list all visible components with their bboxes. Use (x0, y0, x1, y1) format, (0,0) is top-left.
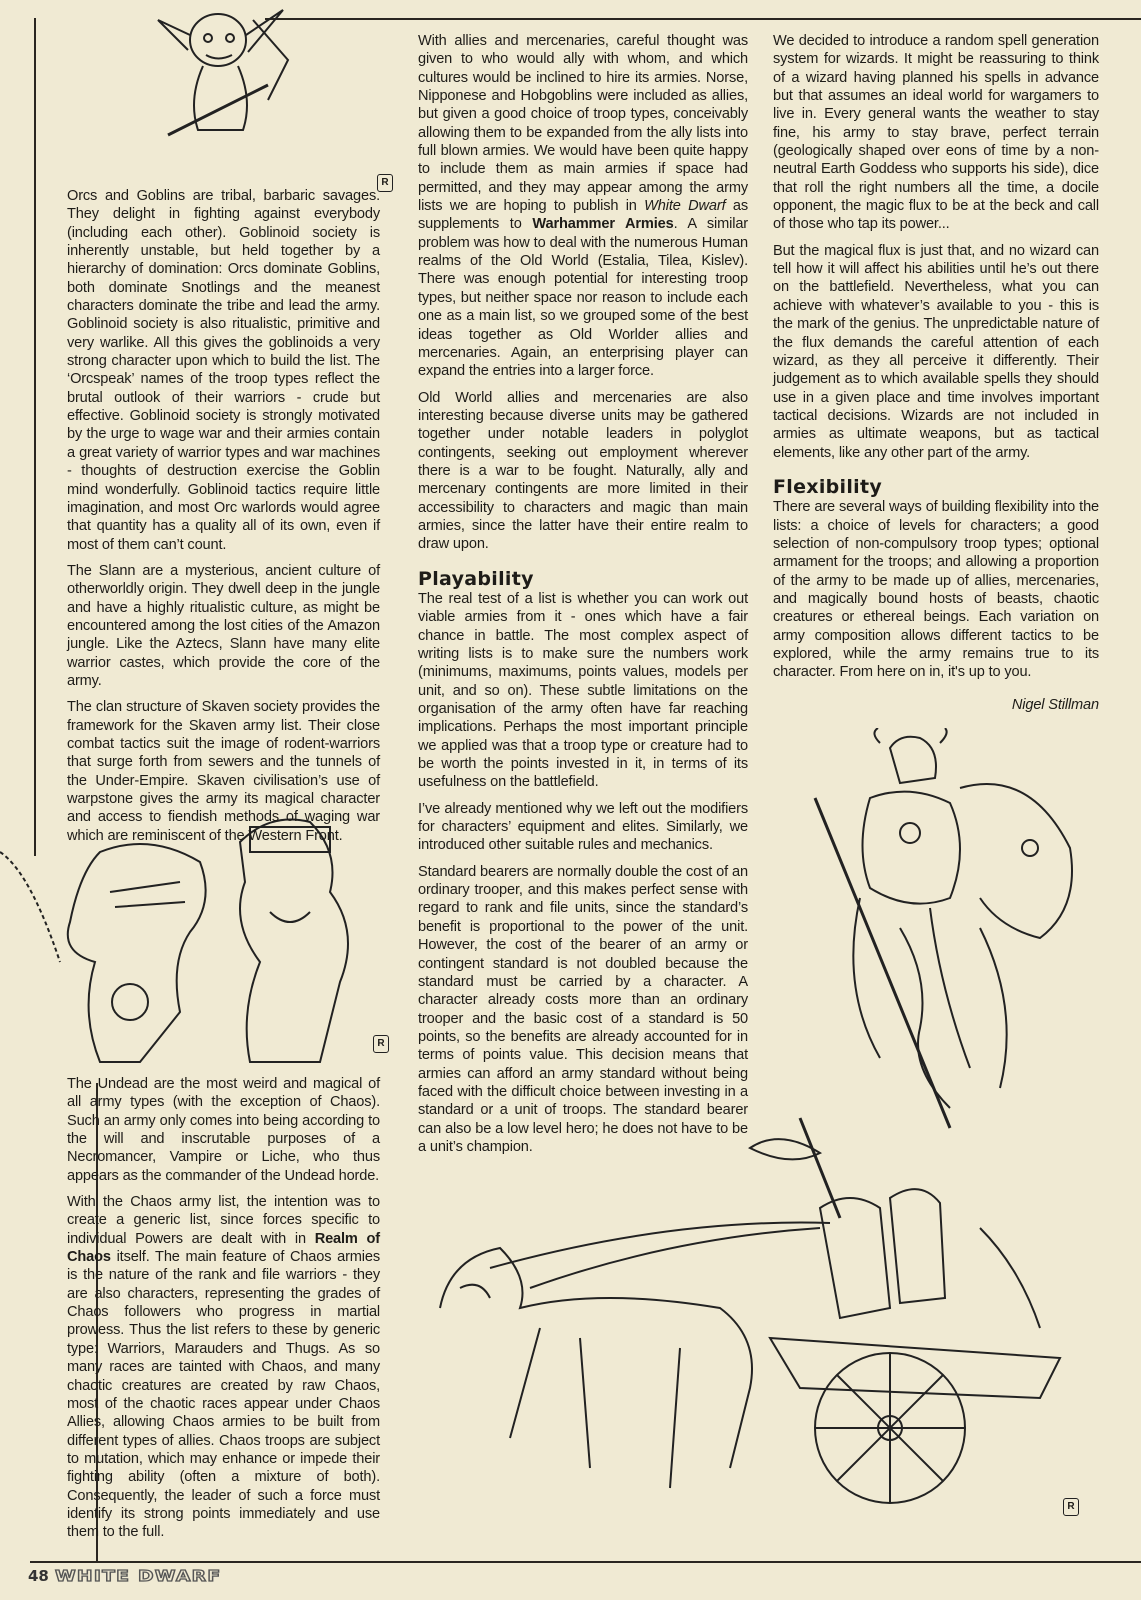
title-white-dwarf: White Dwarf (644, 198, 726, 215)
paragraph-modifiers: I’ve already mentioned why we left out the modifiers for characters’ equipment and elites. Similarly, we introduced other suitable rules and mechanics. (418, 800, 748, 854)
page-number: 48 (28, 1567, 49, 1585)
article-column-1-upper (67, 187, 380, 853)
chariot-illustration (420, 1108, 1100, 1528)
heading-playability: Playability (418, 567, 534, 590)
paragraph-standard-bearers: Standard bearers are normally double the cost of an ordinary trooper, and this makes perfect sense with regard to rank and file units, since the standard’s benefit is proportional to the power of the unit. However, the cost of the bearer of an army or contingent standard is not doubled because the standard must be carried by a character. A character already costs more than an ordinary trooper and the basic cost of a standard is 50 points, so the benefits are already accounted for in terms of points value. This decision means that armies can afford an army standard without being faced with the difficult choice between investing in a standard or a unit of troops. The standard bearer can also be a low level hero; he does not have to be a unit’s champion. (418, 863, 748, 1155)
paragraph-flexibility: There are several ways of building flexibility into the lists: a choice of levels for characters; a good selection of non-compulsory troop types; optional armament for the troops; and allowing a proportion of the army to be made up of allies, mercenaries, and magically bound hosts of beasts, chaotic creatures or ethereal beings. Each variation on army composition allows different tactics to be explored, while the army remains true to its character. From here on in, it's up to you. (773, 499, 1099, 681)
paragraph-magical-flux: But the magical flux is just that, and no wizard can tell how it will affect his abilities until he’s out there on the battlefield. Nevertheless, what you can achieve with whatever’s available to you - this is the mark of the genius. The unpredictable nature of the flux demands the careful attention of each wizard, as they all perceive it differently. Their judgement as to which available spells they should use in a given place and time involves important tactical decisions. Wizards are not included in armies as ultimate weapons, but as tactical elements, like any other part of the army. (773, 242, 1099, 461)
article-column-2 (418, 32, 748, 1164)
paragraph-old-world: Old World allies and mercenaries are also interesting because diverse units may be gathered together under notable leaders in polyglot contingents, seeking out employment wherever there is a war to be fought. Naturally, ally and mercenary contingents are more limited in their accessibility to characters and magic than main armies, since the latter have their entire realm to draw upon. (418, 389, 748, 553)
title-warhammer-armies: Warhammer Armies (532, 216, 674, 233)
text: . A similar problem was how to deal with the numerous Human realms of the Old World (Estalia, Tilea, Kislev). There was enough potential for interesting troop types, but neither space nor reason to include each one as a main list, so we grouped some of the best ideas together as Old Worlder allies and mercenaries. Again, an enterprising player can expand the entries into a larger force. (418, 216, 749, 380)
page-frame-top (265, 18, 1141, 20)
paragraph-real-test: The real test of a list is whether you can work out viable armies from it - ones which have a fair chance in battle. The most complex aspect of writing lists is to make sure the numbers work (minimums, maximums, points values, models per unit, and so on). These subtle limitations on the organisation of the army often have far reaching implications. Perhaps the most important principle we applied was that a troop type or creature had to be worth the points invested in it, in terms of its usefulness on the battlefield. (418, 590, 748, 791)
goblin-illustration (148, 0, 298, 145)
title-realm-of-chaos: Realm of Chaos (67, 1230, 380, 1266)
text: With the Chaos army list, the intention was to create a generic list, since forces specific to individual Powers are dealt with in (67, 1194, 380, 1247)
artist-mark-icon: R (377, 174, 393, 192)
paragraph-chaos (67, 1193, 380, 1542)
paragraph-undead: The Undead are the most weird and magical of all army types (with the exception of Chaos). Such an army only comes into being according to the will and inscrutable purposes of a Necromancer, Vampire or Liche, who thus appears as the commander of the Undead horde. (67, 1076, 380, 1184)
artist-mark-icon: R (1063, 1498, 1079, 1516)
article-column-1-lower (67, 1075, 380, 1550)
paragraph-slann: The Slann are a mysterious, ancient culture of otherworldly origin. They dwell deep in the jungle and have a highly ritualistic culture, as might be encountered among the lost cities of the Amazon jungle. Like the Aztecs, Slann have many elite warrior castes, which provide the core of the army. (67, 562, 380, 689)
article-column-3 (773, 32, 1099, 722)
text: With allies and mercenaries, careful thought was given to who would ally with whom, and which cultures would be inclined to hire its armies. Norse, Nipponese and Hobgoblins were included as allies, but given a good choice of troop types, conceivably allowing them to be expanded from the ally lists into full blown armies. We would have been quite happy to include them as main armies if space had permitted, and they may appear among the army lists we are hoping to publish in (418, 33, 748, 215)
page-frame-bottom (30, 1561, 1141, 1563)
paragraph-allies (418, 32, 748, 381)
artist-mark-icon: R (373, 1035, 389, 1053)
heading-flexibility: Flexibility (773, 475, 883, 498)
paragraph-orcs-goblins: Orcs and Goblins are tribal, barbaric savages. They delight in fighting against everybody (including each other). Goblinoid society is inherently unstable, but held together by a hierarchy of domination: Orcs dominate Goblins, both dominate Snotlings and the meanest characters dominate the tribe and lead the army. Goblinoid society is also ritualistic, primitive and very warlike. All this gives the goblinoids a very strong character upon which to build the list. The ‘Orcspeak’ names of the troop types reflect the brutal outlook of their warriors - crude but effective. Goblinoid society is strongly motivated by the urge to wage war and their armies contain a great variety of warrior types and war machines - thoughts of destruction exercise the Goblin mind wonderfully. Goblinoid tactics require little imagination, and most Orc warlords would agree that quantity has a quality all of its own, even if most of them can’t count. (67, 188, 380, 553)
text: as supplements to (418, 198, 748, 233)
author-signature: Nigel Stillman (1011, 696, 1099, 713)
page-footer (28, 1567, 222, 1585)
knight-on-horse-illustration (800, 728, 1100, 1138)
paragraph-random-spells: We decided to introduce a random spell generation system for wizards. It might be reassuring to think of a wizard having planned his spells in advance but that assumes an ideal world for wargamers to live in. Every general wants the weather to stay fine, his army to stay brave, perfect terrain (geologically shaped over eons of time by a non-neutral Earth Goddess who supports his side), dice that roll the right numbers all the time, a docile opponent, the magic flux to be at the beck and call of those who tap its power... (773, 33, 1099, 233)
white-dwarf-logo: WHITE DWARF (54, 1567, 222, 1585)
page-frame-left (34, 18, 36, 856)
text: itself. The main feature of Chaos armies is the nature of the rank and file warriors - they are also characters, representing the grades of Chaos followers who progress in martial prowess. Thus the list refers to these by generic type: Warriors, Marauders and Thugs. As so many races are tainted with Chaos, and many chaotic creatures are created by raw Chaos, most of the chaotic races appear under Chaos Allies, allowing Chaos armies to be built from different types of allies. Chaos troops are subject to mutation, which may enhance or impede their fighting ability (often a mixture of both). Consequently, the leader of such a force must identify its strong points immediately and use them to the full. (67, 1249, 380, 1541)
paragraph-skaven: The clan structure of Skaven society provides the framework for the Skaven army list. Their close combat tactics suit the image of rodent-warriors that surge forth from sewers and the tunnels of the Under-Empire. Skaven civilisation’s use of warpstone gives the army its magical character and access to fiendish methods of waging war which are reminiscent of the Western Front. (67, 699, 380, 844)
